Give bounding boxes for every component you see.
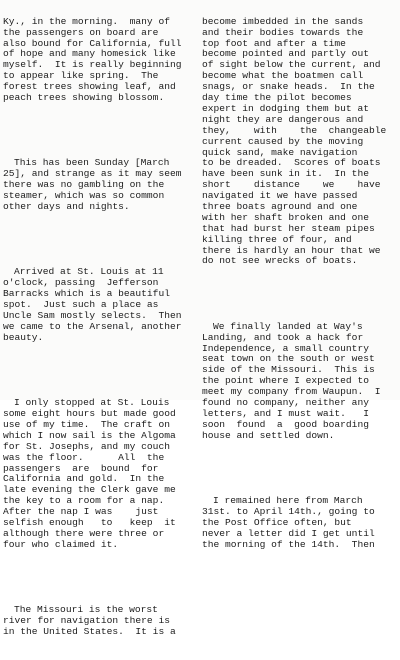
text-line: other days and nights. xyxy=(3,201,130,213)
column-divider xyxy=(196,0,197,400)
text-line: night they are dangerous and xyxy=(202,113,364,125)
text-line: short distance we have xyxy=(202,179,381,191)
text-line: the Post Office often, but xyxy=(202,516,352,528)
text-line: was the floor. All the xyxy=(3,451,165,463)
text-line: soon found a good boarding xyxy=(202,418,369,430)
right-text-column xyxy=(202,0,392,572)
text-line: This has been Sunday [March xyxy=(14,157,170,169)
text-line: never a letter did I get until xyxy=(202,527,375,539)
text-line: to appear like spring. The xyxy=(3,70,159,82)
paragraph xyxy=(3,17,193,104)
text-line: the point where I expected to xyxy=(202,375,369,387)
text-line: three boats aground and one xyxy=(202,200,358,212)
text-line: in the United States. It is a xyxy=(3,625,176,637)
text-line: navigated it we have passed xyxy=(202,190,358,202)
text-line: day time the pilot becomes xyxy=(202,92,352,104)
text-line: steamer, which was so common xyxy=(3,190,165,202)
text-line: Arrived at St. Louis at 11 xyxy=(14,266,164,278)
text-line: late evening the Clerk gave me xyxy=(3,484,176,496)
text-line: have been sunk in it. In the xyxy=(202,168,369,180)
text-line: Landing, and took a hack for xyxy=(202,331,364,343)
text-line: forest trees showing leaf, and xyxy=(3,81,176,93)
text-line: The Missouri is the worst xyxy=(14,604,158,616)
text-line: 31st. to April 14th., going to xyxy=(202,506,375,518)
text-line: for St. Josephs, and my couch xyxy=(3,440,170,452)
text-line: that had burst her steam pipes xyxy=(202,222,375,234)
text-line: also bound for California, full xyxy=(3,37,182,49)
text-line: some eight hours but made good xyxy=(3,408,176,420)
text-line: Barracks which is a beautiful xyxy=(3,288,170,300)
text-line: After the nap I was just xyxy=(3,506,159,518)
text-line: found no company, neither any xyxy=(202,397,369,409)
text-line: I remained here from March xyxy=(213,495,363,507)
paragraph xyxy=(202,17,392,267)
text-line: o'clock, passing Jefferson xyxy=(3,277,159,289)
text-line: four who claimed it. xyxy=(3,538,119,550)
text-line: seat town on the south or west xyxy=(202,353,375,365)
text-line: there was no gambling on the xyxy=(3,179,165,191)
paragraph xyxy=(202,496,392,550)
text-line: We finally landed at Way's xyxy=(213,320,363,332)
text-line: snags, or snake heads. In the xyxy=(202,81,375,93)
text-line: of sight below the current, and xyxy=(202,59,381,71)
text-line: side of the Missouri. This is xyxy=(202,364,375,376)
text-line: letters, and I must wait. I xyxy=(202,407,369,419)
left-text-column xyxy=(3,0,193,660)
text-line: passengers are bound for xyxy=(3,462,159,474)
text-line: top foot and after a time xyxy=(202,37,346,49)
text-line: become imbedded in the sands xyxy=(202,15,364,27)
text-line: beauty. xyxy=(3,331,44,343)
text-line: become what the boatmen call xyxy=(202,70,364,82)
text-line: the key to a room for a nap. xyxy=(3,495,165,507)
text-line: the passengers on board are xyxy=(3,26,159,38)
paragraph xyxy=(202,322,392,442)
text-line: meet my company from Waupun. I xyxy=(202,386,381,398)
text-line: quick sand, make navigation xyxy=(202,146,358,158)
text-line: house and settled down. xyxy=(202,429,335,441)
text-line: of hope and many homesick like xyxy=(3,48,176,60)
text-line: with her shaft broken and one xyxy=(202,211,369,223)
text-line: to be dreaded. Scores of boats xyxy=(202,157,381,169)
text-line: Ky., in the morning. many of xyxy=(3,15,170,27)
text-line: spot. Just such a place as xyxy=(3,299,159,311)
text-line: river for navigation there is xyxy=(3,615,170,627)
text-line: myself. It is really beginning xyxy=(3,59,182,71)
paragraph xyxy=(3,605,193,638)
text-line: 25], and strange as it may seem xyxy=(3,168,182,180)
paragraph xyxy=(3,158,193,212)
text-line: although there were three or xyxy=(3,527,165,539)
text-line: and their bodies towards the xyxy=(202,26,364,38)
text-line: selfish enough to keep it xyxy=(3,516,176,528)
text-line: become pointed and partly out xyxy=(202,48,369,60)
text-line: we came to the Arsenal, another xyxy=(3,320,182,332)
paragraph xyxy=(3,398,193,550)
paragraph xyxy=(3,267,193,343)
text-line: there is hardly an hour that we xyxy=(202,244,381,256)
text-line: Independence, a small country xyxy=(202,342,369,354)
text-line: the morning of the 14th. Then xyxy=(202,538,375,550)
text-line: I only stopped at St. Louis xyxy=(14,397,170,409)
text-line: California and gold. In the xyxy=(3,473,165,485)
text-line: do not see wrecks of boats. xyxy=(202,255,358,267)
text-line: they, with the changeable xyxy=(202,124,387,136)
text-line: which I now sail is the Algoma xyxy=(3,429,176,441)
text-line: killing three of four, and xyxy=(202,233,352,245)
text-line: expert in dodging them but at xyxy=(202,102,369,114)
text-line: Uncle Sam mostly selects. Then xyxy=(3,309,182,321)
text-line: peach trees showing blossom. xyxy=(3,92,165,104)
text-line: current caused by the moving xyxy=(202,135,364,147)
text-line: use of my time. The craft on xyxy=(3,418,170,430)
